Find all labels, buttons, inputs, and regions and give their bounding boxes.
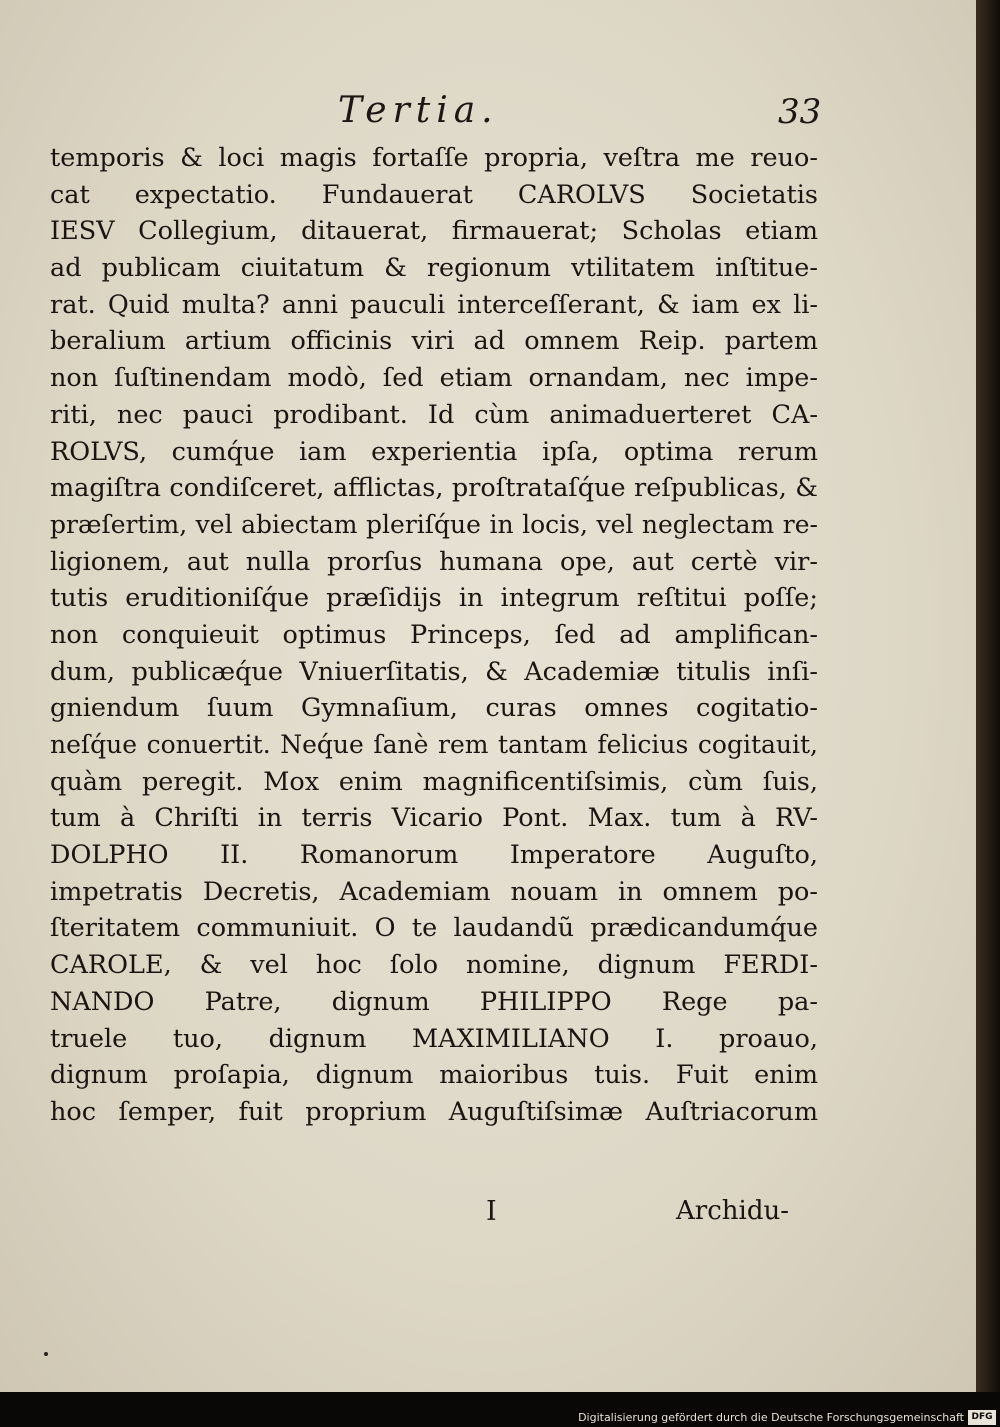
text-line: CAROLE, & vel hoc ſolo nomine, dignum FERDI- — [50, 950, 818, 981]
text-line: beralium artium officinis viri ad omnem Reip. partem — [50, 326, 818, 357]
text-line: tutis eruditioniſq́ue præſidijs in integrum reſtitui poſſe; — [50, 583, 818, 614]
text-line: ad publicam ciuitatum & regionum vtilitatem inſtitue- — [50, 253, 818, 284]
dfg-logo-icon: DFG — [968, 1410, 996, 1425]
page-footer — [0, 1196, 976, 1236]
text-line: impetratis Decretis, Academiam nouam in omnem po- — [50, 876, 818, 907]
text-line: neſq́ue conuertit. Neq́ue ſanè rem tantam felicius cogitauit, — [50, 730, 818, 759]
text-line: riti, nec pauci prodibant. Id cùm animaduerteret CA- — [50, 399, 818, 430]
text-line: dignum proſapia, dignum maioribus tuis. Fuit enim — [50, 1060, 818, 1091]
text-line: quàm peregit. Mox enim magnificentiſsimis, cùm ſuis, — [50, 766, 818, 797]
running-head: Tertia. — [338, 90, 499, 131]
text-line: truele tuo, dignum MAXIMILIANO I. proauo, — [50, 1023, 818, 1054]
text-line: IESV Collegium, ditauerat, firmauerat; Scholas etiam — [50, 216, 818, 247]
page-header — [0, 88, 976, 138]
page-number: 33 — [778, 92, 822, 132]
catchword: Archidu- — [676, 1196, 790, 1226]
text-line: tum à Chriſti in terris Vicario Pont. Max. tum à RV- — [50, 803, 818, 834]
signature-mark: I — [486, 1196, 497, 1227]
text-line: non conquieuit optimus Princeps, ſed ad amplifican- — [50, 619, 818, 650]
text-line: ROLVS, cumq́ue iam experientia ipſa, optima rerum — [50, 436, 818, 467]
text-line: dum, publicæq́ue Vniuerſitatis, & Academiæ titulis inſi- — [50, 656, 818, 687]
text-line: magiſtra condiſceret, afflictas, proſtrataſq́ue reſpublicas, & — [50, 473, 818, 504]
text-line: rat. Quid multa? anni pauculi interceſſerant, & iam ex li- — [50, 289, 818, 320]
text-line: præſertim, vel abiectam pleriſq́ue in locis, vel neglectam re- — [50, 509, 818, 539]
credit-text: Digitalisierung gefördert durch die Deutsche Forschungsgemeinschaft — [578, 1411, 964, 1424]
body-text — [50, 140, 818, 1131]
text-line: ſteritatem communiuit. O te laudandũ prædicandumq́ue — [50, 913, 818, 944]
text-line: ligionem, aut nulla prorſus humana ope, aut certè vir- — [50, 546, 818, 577]
text-line: hoc ſemper, fuit proprium Auguſtiſsimæ Auſtriacorum — [50, 1096, 818, 1127]
text-line: NANDO Patre, dignum PHILIPPO Rege pa- — [50, 986, 818, 1017]
text-line: gniendum ſuum Gymnaſium, curas omnes cogitatio- — [50, 693, 818, 724]
text-line: cat expectatio. Fundauerat CAROLVS Societatis — [50, 179, 818, 210]
text-line: temporis & loci magis fortaſſe propria, veſtra me reuo- — [50, 143, 818, 173]
ink-speck — [44, 1352, 48, 1356]
text-line: non ſuſtinendam modò, ſed etiam ornandam, nec impe- — [50, 363, 818, 394]
credit-bar — [578, 1407, 1000, 1427]
book-spine-edge — [976, 0, 1000, 1392]
text-line: DOLPHO II. Romanorum Imperatore Auguſto, — [50, 840, 818, 871]
